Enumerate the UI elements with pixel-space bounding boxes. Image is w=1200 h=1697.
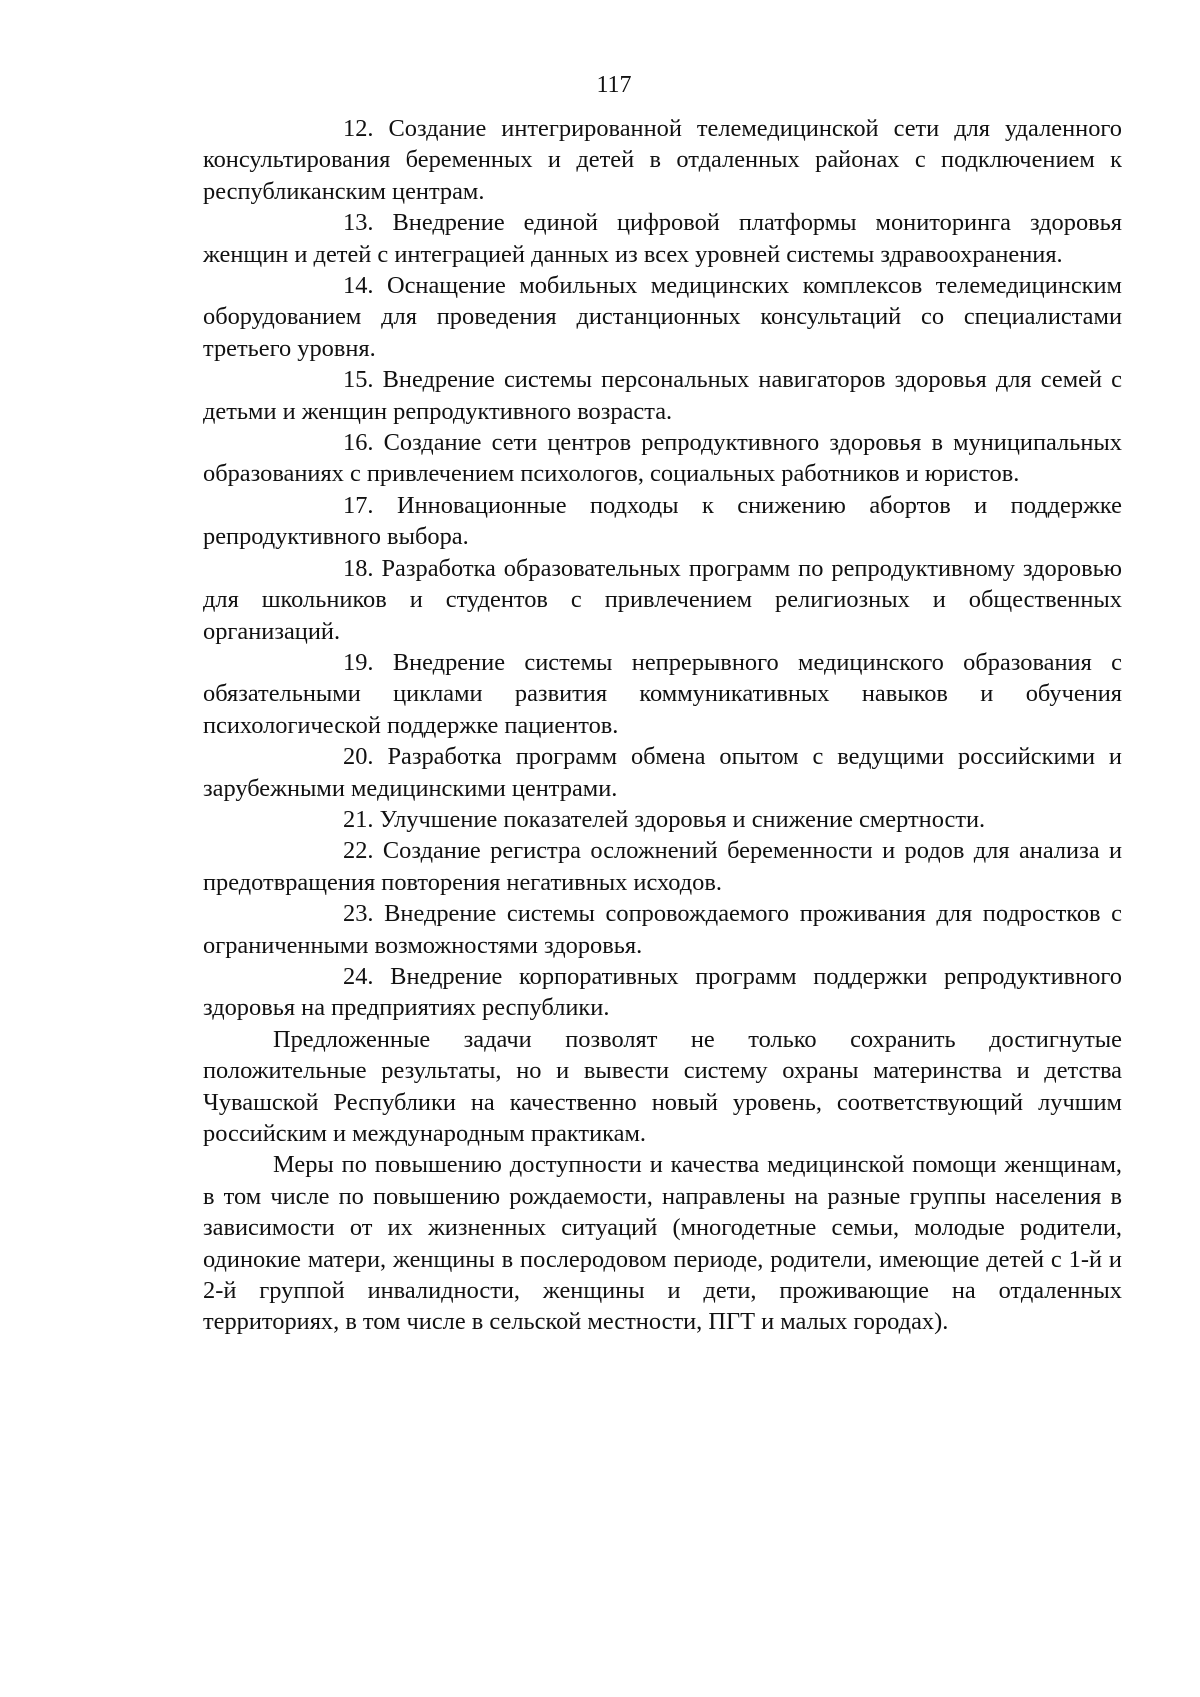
list-item — [203, 270, 1122, 364]
item-text: Внедрение системы персональных навигаторов здоровья для семей с детьми и женщин репродуктивного возраста. — [203, 366, 1122, 425]
item-text: Создание регистра осложнений беременности и родов для анализа и предотвращения повторения негативных исходов. — [203, 837, 1122, 896]
item-text: Внедрение корпоративных программ поддержки репродуктивного здоровья на предприятиях республики. — [203, 962, 1122, 1022]
item-text: Создание сети центров репродуктивного здоровья в муниципальных образованиях с привлечением психологов, социальных работников и юристов. — [203, 429, 1122, 488]
measures-paragraph: Меры по повышению доступности и качества медицинской помощи женщинам, в том числе по повышению рождаемости, направлены на разные группы населения в зависимости от их жизненных ситуаций (многодетные семьи, молодые родители, одинокие матери, женщины в послеродовом периоде, родители, имеющие детей с 1-й и 2-й группой инвалидности, женщины и дети, проживающие на отдаленных территориях, в том числе в сельской местности, ПГТ и малых городах). — [203, 1151, 1122, 1336]
document-body — [203, 113, 1122, 1338]
item-number: 23. — [343, 900, 374, 928]
list-item — [203, 427, 1122, 490]
item-text: Внедрение единой цифровой платформы мониторинга здоровья женщин и детей с интеграцией данных из всех уровней системы здравоохранения. — [203, 209, 1122, 268]
item-text: Внедрение системы сопровождаемого проживания для подростков с ограниченными возможностями здоровья. — [203, 900, 1122, 959]
item-number: 17. — [343, 491, 374, 519]
list-item — [203, 898, 1122, 961]
list-item — [203, 835, 1122, 898]
list-item — [203, 804, 1122, 835]
item-number: 20. — [343, 743, 374, 771]
item-text: Улучшение показателей здоровья и снижение смертности. — [379, 805, 986, 833]
item-number: 22. — [343, 837, 374, 865]
item-number: 14. — [343, 272, 374, 300]
item-text: Оснащение мобильных медицинских комплексов телемедицинским оборудованием для проведения дистанционных консультаций со специалистами третьего уровня. — [203, 272, 1122, 362]
summary-paragraph: Предложенные задачи позволят не только сохранить достигнутые положительные результаты, но и вывести систему охраны материнства и детства Чувашской Республики на качественно новый уровень, соответствующий лучшим российским и международным практикам. — [203, 1025, 1122, 1147]
list-item — [203, 553, 1122, 647]
list-item — [203, 207, 1122, 270]
item-number: 13. — [343, 209, 374, 237]
item-text: Разработка образовательных программ по репродуктивному здоровью для школьников и студентов с привлечением религиозных и общественных организаций. — [203, 554, 1122, 645]
item-text: Создание интегрированной телемедицинской сети для удаленного консультирования беременных и детей в отдаленных районах с подключением к республиканским центрам. — [203, 115, 1122, 205]
item-number: 19. — [343, 648, 374, 676]
item-number: 12. — [343, 115, 374, 142]
item-number: 16. — [343, 429, 374, 457]
list-item — [203, 741, 1122, 804]
item-number: 21. — [343, 805, 374, 833]
item-text: Разработка программ обмена опытом с ведущими российскими и зарубежными медицинскими центрами. — [203, 743, 1122, 802]
item-text: Внедрение системы непрерывного медицинского образования с обязательными циклами развития коммуникативных навыков и обучения психологической поддержке пациентов. — [203, 648, 1122, 739]
list-item — [203, 113, 1122, 207]
list-item — [203, 961, 1122, 1024]
item-number: 24. — [343, 962, 374, 990]
item-number: 18. — [343, 554, 374, 582]
page-number: 117 — [596, 72, 632, 98]
list-item — [203, 647, 1122, 741]
item-number: 15. — [343, 366, 374, 394]
list-item — [203, 490, 1122, 553]
item-text: Инновационные подходы к снижению абортов и поддержке репродуктивного выбора. — [203, 491, 1122, 551]
list-item — [203, 364, 1122, 427]
